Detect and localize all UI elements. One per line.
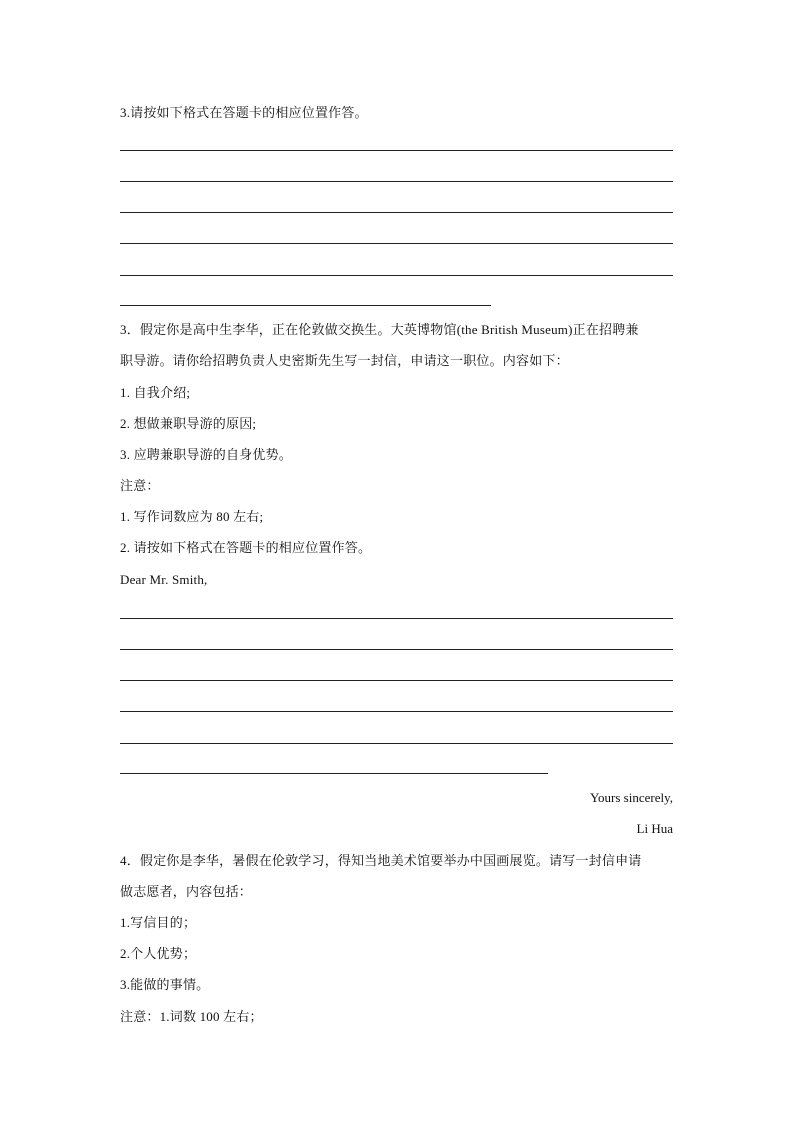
question-3-notes-label: 注意： bbox=[120, 478, 160, 493]
question-3-prompt-line-2: 职导游。请你给招聘负责人史密斯先生写一封信，申请这一职位。内容如下： bbox=[120, 353, 569, 368]
answer-line-short bbox=[120, 773, 548, 774]
answer-line bbox=[120, 150, 673, 151]
answer-line bbox=[120, 275, 673, 276]
question-4-point-2: 2.个人优势； bbox=[120, 946, 197, 961]
letter-signature: Li Hua bbox=[636, 821, 673, 836]
question-3-note-1: 1. 写作词数应为 80 左右; bbox=[120, 509, 264, 524]
answer-line-short bbox=[120, 305, 491, 306]
question-3-note-2: 2. 请按如下格式在答题卡的相应位置作答。 bbox=[120, 540, 372, 555]
answer-line bbox=[120, 181, 673, 182]
answer-line bbox=[120, 711, 673, 712]
question-4-prompt-line-1: 4．假定你是李华，暑假在伦敦学习，得知当地美术馆要举办中国画展览。请写一封信申请 bbox=[120, 853, 642, 868]
answer-format-instruction: 3.请按如下格式在答题卡的相应位置作答。 bbox=[120, 105, 368, 120]
question-3-point-2: 2. 想做兼职导游的原因; bbox=[120, 416, 257, 431]
question-3-prompt-line-1: 3．假定你是高中生李华，正在伦敦做交换生。大英博物馆(the British Museum)正在招聘兼 bbox=[120, 322, 639, 337]
question-4-prompt-line-2: 做志愿者，内容包括： bbox=[120, 884, 253, 899]
question-4-point-1: 1.写信目的； bbox=[120, 915, 197, 930]
letter-salutation: Dear Mr. Smith, bbox=[120, 572, 208, 587]
question-4-note: 注意：1.词数 100 左右； bbox=[120, 1009, 263, 1024]
answer-line bbox=[120, 212, 673, 213]
answer-line bbox=[120, 680, 673, 681]
answer-line bbox=[120, 743, 673, 744]
answer-line bbox=[120, 243, 673, 244]
question-3-point-3: 3. 应聘兼职导游的自身优势。 bbox=[120, 447, 293, 462]
answer-line bbox=[120, 618, 673, 619]
question-3-point-1: 1. 自我介绍; bbox=[120, 385, 191, 400]
question-4-point-3: 3.能做的事情。 bbox=[120, 977, 210, 992]
letter-closing: Yours sincerely, bbox=[589, 790, 673, 805]
answer-line bbox=[120, 649, 673, 650]
